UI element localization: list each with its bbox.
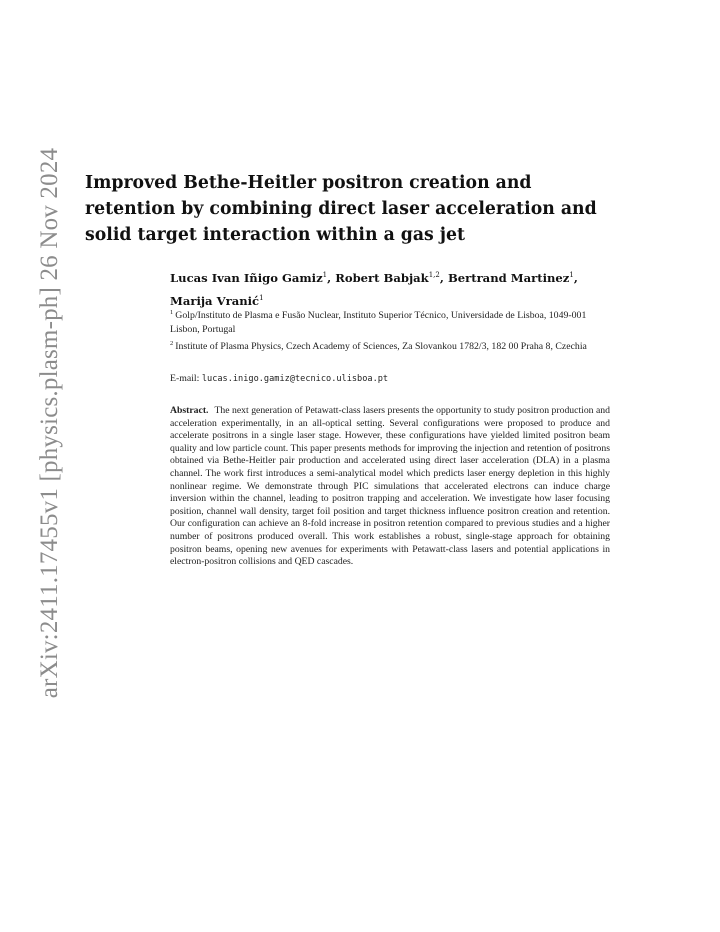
abstract-text: The next generation of Petawatt-class lasers presents the opportunity to study positron production and acceleration experimentally, in an all-optical setting. Several configurations were proposed to produce and accelerate positrons in a single laser stage. However, these configurations have yielded limited positron beam quality and low particle count. This paper presents methods for improving the injection and retention of positrons obtained via Bethe-Heitler pair production and accelerated using direct laser acceleration (DLA) in a plasma channel. The work first introduces a semi-analytical model which predicts laser energy depletion in this highly nonlinear regime. We demonstrate through PIC simulations that accelerated electrons can induce charge inversion within the channel, leading to positron trapping and acceleration. We investigate how laser focusing position, channel wall density, target foil position and target thickness influence positron creation and retention. Our configuration can achieve an 8-fold increase in positron retention compared to previous studies and a higher number of positrons produced overall. This work establishes a robust, single-stage approach for obtaining positron beams, opening new avenues for experiments with Petawatt-class lasers and potential applications in electron-positron collisions and QED cascades. [170, 405, 610, 568]
email-address[interactable]: lucas.inigo.gamiz@tecnico.ulisboa.pt [201, 374, 389, 384]
author-affiliation-mark: 1,2 [428, 271, 440, 279]
author-name: Marija Vranić [170, 294, 260, 308]
arxiv-identifier-stamp: arXiv:2411.17455v1 [physics.plasm-ph] 26 Nov 2024 [36, 147, 63, 699]
affiliation-text: Institute of Plasma Physics, Czech Academy of Sciences, Za Slovankou 1782/3, 182 00 Praha 8, Czechia [175, 341, 587, 352]
affiliation-item [170, 306, 610, 337]
paper-title: Improved Bethe-Heitler positron creation and retention by combining direct laser acceleration and solid target interaction within a gas jet [85, 173, 597, 245]
contact-email [170, 372, 610, 386]
abstract [170, 405, 610, 569]
affiliation-mark: 1 [170, 309, 174, 316]
affiliation-list [170, 306, 610, 354]
affiliation-text: Golp/Instituto de Plasma e Fusão Nuclear, Instituto Superior Técnico, Universidade de Lisboa, 1049-001 Lisbon, Portugal [170, 310, 587, 335]
email-label: E-mail: [170, 373, 200, 384]
author-name: Bertrand Martinez [447, 271, 570, 285]
affiliation-mark: 2 [170, 340, 174, 347]
author-name: Lucas Ivan Iñigo Gamiz [170, 271, 323, 285]
abstract-label: Abstract. [170, 405, 209, 416]
author-affiliation-mark: 1 [259, 294, 264, 302]
author-affiliation-mark: 1 [569, 271, 574, 279]
author-list: Lucas Ivan Iñigo Gamiz$^1$, Robert Babjak$^{1,2}$, Bertrand Martinez$^1$, Marija Vranić$^1$ [170, 271, 578, 308]
author-affiliation-mark: 1 [322, 271, 328, 279]
affiliation-item [170, 337, 610, 354]
author-name: Robert Babjak [335, 271, 429, 285]
